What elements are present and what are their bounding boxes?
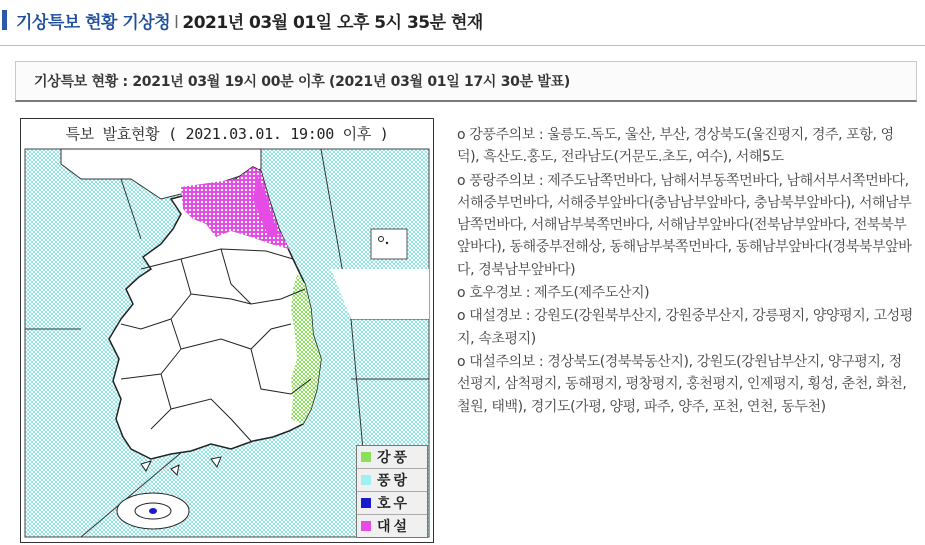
warning-map [20, 118, 434, 543]
legend-label-wind-wave: 풍랑 [377, 473, 411, 489]
page-title [16, 8, 483, 33]
warning-list [457, 124, 913, 419]
title-divider [0, 45, 925, 46]
announcement-text: 기상특보 현황 : 2021년 03월 19시 00분 이후 (2021년 03월 01일 17시 30분 발표) [34, 74, 570, 90]
warning-strong-wind: o 강풍주의보 : 울릉도.독도, 울산, 부산, 경상북도(울진평지, 경주, 포항, 영덕), 흑산도.홍도, 전라남도(거문도.초도, 여수), 서해5도 [457, 127, 894, 166]
warning-wind-wave: o 풍랑주의보 : 제주도남쪽먼바다, 남해서부동쪽먼바다, 남해서부서쪽먼바다, 서해중부먼바다, 서해중부앞바다(충남남부앞바다, 충남북부앞바다), 서해남부남쪽먼바다, 서해남부북쪽먼바다, 서해남부앞바다(전북남부앞바다, 전북북부앞바다), 동해중부전해상, 동해남부북쪽먼바다, 동해남부앞바다(경북북부앞바다, 경북남부앞바다) [457, 172, 912, 278]
title-accent-bar [2, 10, 7, 30]
legend-swatch-heavy-rain [361, 498, 371, 508]
warning-heavy-snow: o 대설경보 : 강원도(강원북부산지, 강원중부산지, 강릉평지, 양양평지, 고성평지, 속초평지) [457, 308, 913, 347]
map-legend [356, 445, 428, 538]
warning-heavy-snow-advisory: o 대설주의보 : 경상북도(경북북동산지), 강원도(강원남부산지, 양구평지, 정선평지, 삼척평지, 동해평지, 평창평지, 홍천평지, 인제평지, 횡성, 춘천, 화천, 철원, 태백), 경기도(가평, 양평, 파주, 양주, 포천, 연천, 동두천) [457, 353, 907, 415]
ulleungdo-box [371, 229, 407, 259]
ulleungdo-island [379, 237, 384, 242]
legend-swatch-wind-wave [361, 475, 371, 485]
announcement-header [15, 61, 917, 102]
legend-item-strong-wind [357, 446, 427, 469]
legend-swatch-heavy-snow [361, 521, 371, 531]
title-separator: l [174, 12, 179, 33]
jeju-heavy-rain [149, 508, 157, 514]
legend-label-heavy-rain: 호우 [377, 496, 411, 512]
title-org: 기상특보 현황 기상청 [16, 12, 171, 33]
legend-item-wind-wave [357, 469, 427, 492]
legend-item-heavy-snow [357, 515, 427, 537]
title-row [0, 0, 925, 40]
warning-heavy-rain: o 호우경보 : 제주도(제주도산지) [457, 285, 650, 302]
dokdo-island [386, 242, 388, 244]
title-time: 2021년 03월 01일 오후 5시 35분 현재 [182, 12, 483, 33]
legend-label-heavy-snow: 대설 [377, 519, 411, 535]
legend-item-heavy-rain [357, 492, 427, 515]
map-caption: 특보 발효현황 ( 2021.03.01. 19:00 이후 ) [65, 125, 389, 143]
legend-label-strong-wind: 강풍 [377, 450, 411, 466]
legend-swatch-strong-wind [361, 452, 371, 462]
